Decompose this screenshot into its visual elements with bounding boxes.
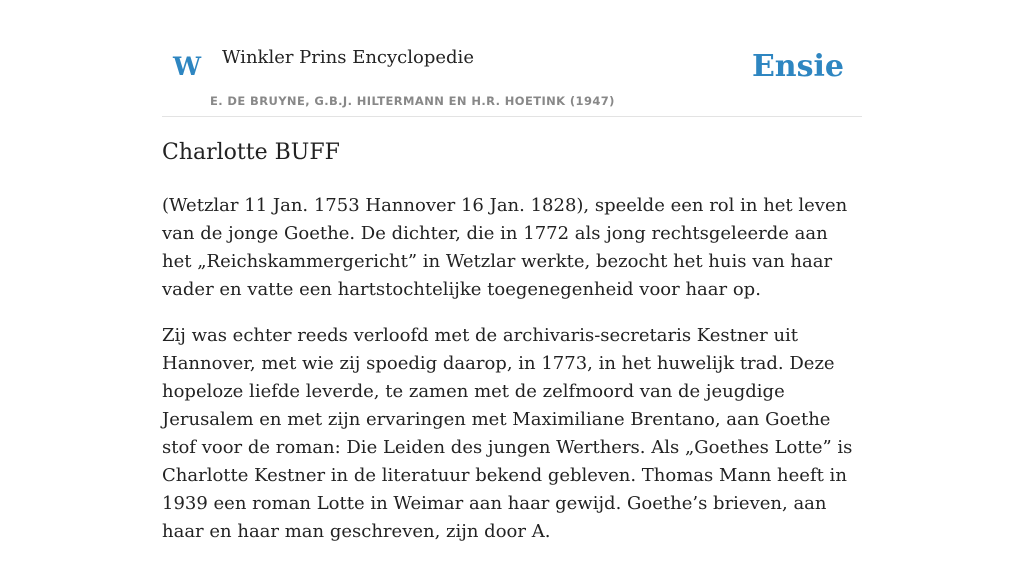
article-paragraph: Zij was echter reeds verloofd met de archivaris-secretaris Kestner uit Hannover, met wie zij spoedig daarop, in 1773, in het huwelijk trad. Deze hopeloze liefde leverde, te zamen met de zelfmoord van de jeugdige Jerusalem en met zijn ervaringen met Maximiliane Brentano, aan Goethe stof voor de roman: Die Leiden des jungen Werthers. Als „Goethes Lotte” is Charlotte Kestner in de literatuur bekend gebleven. Thomas Mann heeft in 1939 een roman Lotte in Weimar aan haar gewijd. Goethe’s brieven, aan haar en haar man geschreven, zijn door A. xyxy=(162,325,853,542)
ensie-logo[interactable]: Ensie xyxy=(751,49,844,84)
publication-title[interactable]: Winkler Prins Encyclopedie xyxy=(222,47,474,68)
winkler-prins-logo[interactable]: W xyxy=(173,52,202,81)
article-paragraph: (Wetzlar 11 Jan. 1753 Hannover 16 Jan. 1828), speelde een rol in het leven van de jonge Goethe. De dichter, die in 1772 als jong rechtsgeleerde aan het „Reichskammergericht” in Wetzlar werkte, bezocht het huis van haar vader en vatte een hartstochtelijke toegenegenheid voor haar op. xyxy=(162,195,848,300)
header xyxy=(162,40,862,117)
publication-authors: E. DE BRUYNE, G.B.J. HILTERMANN EN H.R. HOETINK (1947) xyxy=(210,94,615,108)
article-body xyxy=(162,192,862,564)
article-title: Charlotte BUFF xyxy=(162,140,340,165)
